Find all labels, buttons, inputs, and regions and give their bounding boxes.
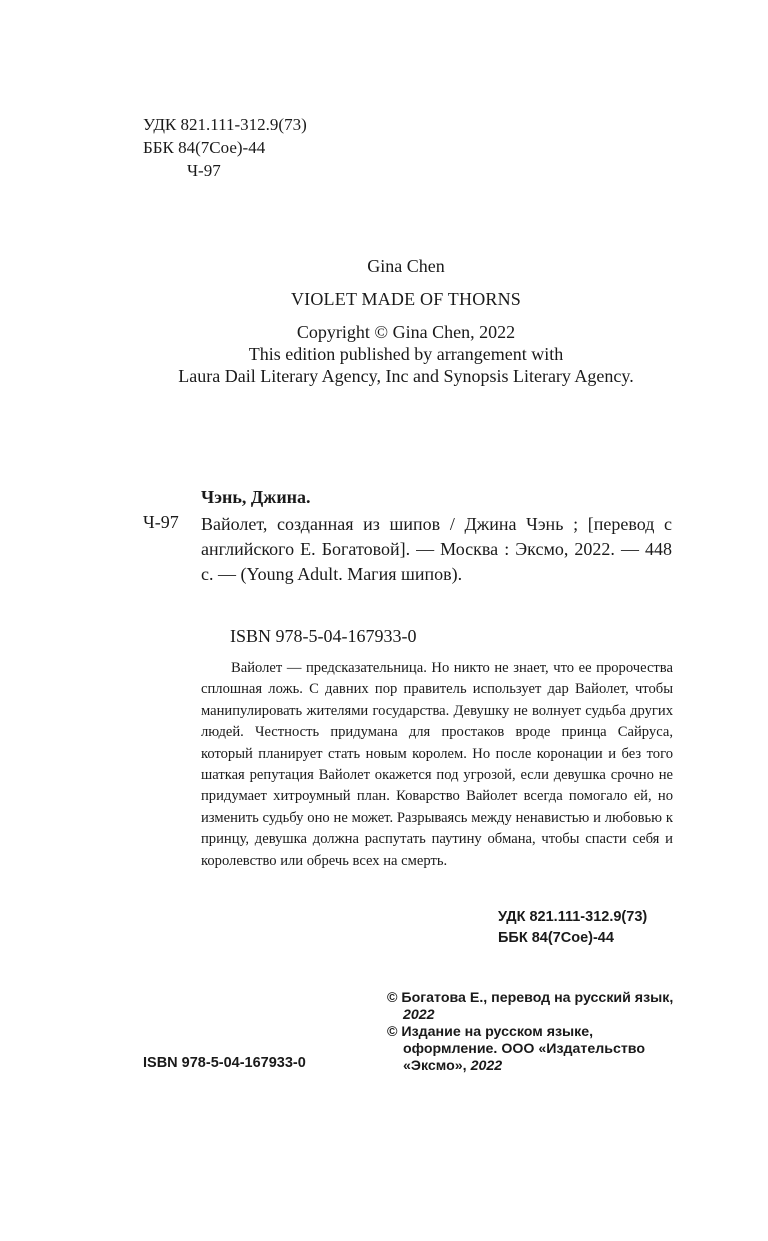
isbn-bottom: ISBN 978-5-04-167933-0 bbox=[143, 1055, 306, 1071]
classification-codes bbox=[143, 113, 307, 182]
edition-rights-text: © Издание на русском языке, оформление. ООО «Издательство «Эксмо», bbox=[387, 1024, 646, 1074]
edition-line-1: This edition published by arrangement with bbox=[248, 344, 564, 364]
edition-line-2: Laura Dail Literary Agency, Inc and Synopsis Literary Agency. bbox=[178, 366, 634, 386]
original-author: Gina Chen bbox=[367, 256, 445, 276]
isbn-main: ISBN 978-5-04-167933-0 bbox=[230, 626, 417, 646]
original-title: VIOLET MADE OF THORNS bbox=[290, 289, 522, 309]
udk-code: УДК 821.111-312.9(73) bbox=[143, 115, 307, 134]
edition-year: 2022 bbox=[470, 1058, 503, 1074]
translation-year: 2022 bbox=[403, 1007, 435, 1023]
bibliography-description: Вайолет, созданная из шипов / Джина Чэнь ; [перевод с английского Е. Богатовой]. — Москва : Эксмо, 2022. — 448 с. — (Young Adult. Магия шипов). bbox=[201, 514, 672, 584]
translation-rights-text: © Богатова Е., перевод на русский язык, bbox=[387, 990, 674, 1006]
bibliography-author: Чэнь, Джина. bbox=[201, 487, 311, 507]
russian-rights bbox=[387, 990, 687, 1075]
author-mark: Ч-97 bbox=[187, 161, 221, 180]
classification-codes-bottom bbox=[498, 907, 647, 949]
udk-code-bottom: УДК 821.111-312.9(73) bbox=[498, 909, 648, 925]
bbk-code-bottom: ББК 84(7Сое)-44 bbox=[498, 930, 614, 946]
copyright-line: Copyright © Gina Chen, 2022 bbox=[296, 322, 516, 342]
bibliography-mark: Ч-97 bbox=[143, 512, 179, 532]
translation-rights bbox=[387, 990, 687, 1024]
original-rights bbox=[0, 321, 768, 387]
bbk-code: ББК 84(7Сое)-44 bbox=[143, 138, 266, 157]
edition-rights bbox=[387, 1024, 687, 1075]
annotation: Вайолет — предсказательница. Но никто не знает, что ее пророчества сплошная ложь. С давних пор правитель использует дар Вайолет, чтобы манипулировать жителями государства. Девушку не волнует судьба других людей. Честность придумана для простаков вроде принца Сайруса, который планирует стать новым королем. Но после коронации и без того шаткая репутация Вайолет окажется под угрозой, если девушка срочно не придумает хитроумный план. Коварство Вайолет всегда помогало ей, но изменить судьбу оно не может. Разрываясь между ненавистью и любовью к принцу, девушка должна распутать паутину обмана, чтобы спасти себя и королевство или обречь всех на смерть. bbox=[201, 660, 673, 869]
